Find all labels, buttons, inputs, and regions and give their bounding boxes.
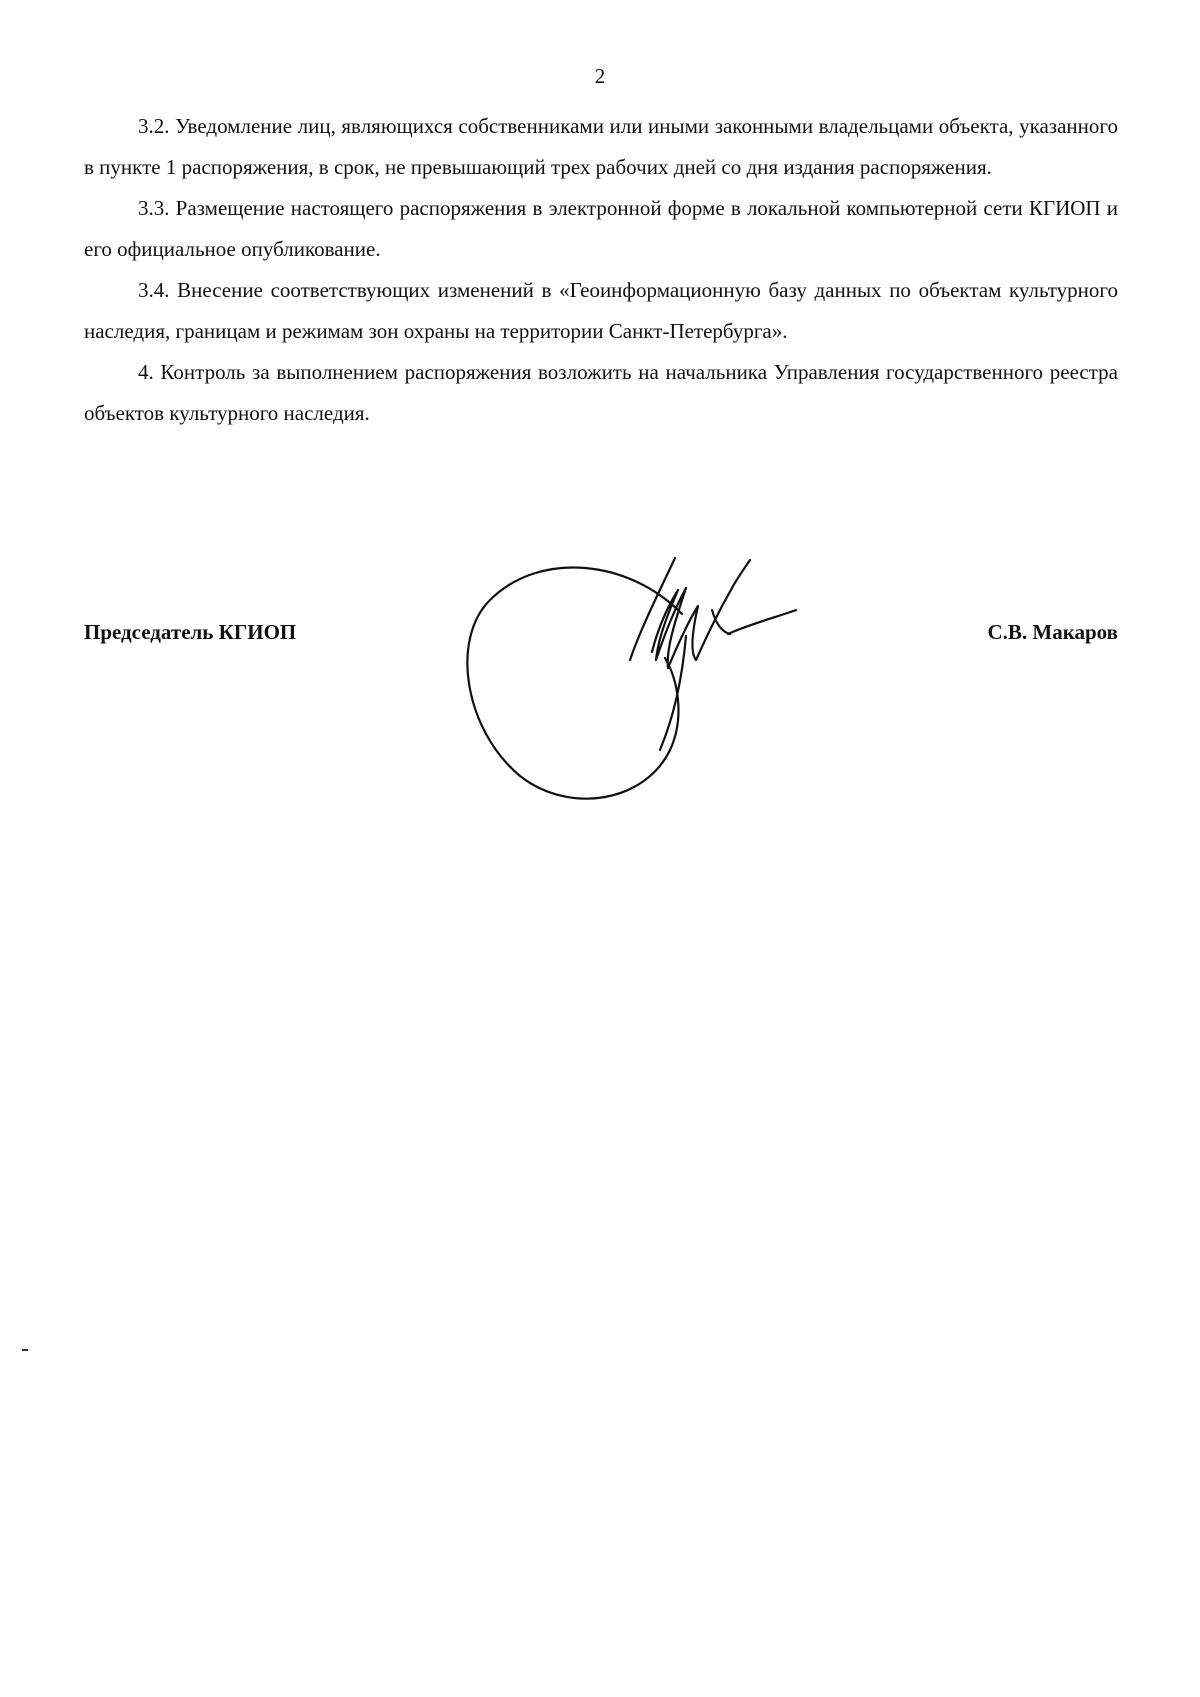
signatory-role: Председатель КГИОП: [84, 620, 297, 644]
paragraph-3-4: 3.4. Внесение соответствующих изменений в «Геоинформационную базу данных по объектам культурного наследия, границам и режимам зон охраны на территории Санкт-Петербурга».: [84, 278, 1118, 343]
paragraph-3-2: 3.2. Уведомление лиц, являющихся собственниками или иными законными владельцами объекта, указанного в пункте 1 распоряжения, в срок, не превышающий трех рабочих дней со дня издания распоряжения.: [84, 114, 1118, 179]
paragraph-4: 4. Контроль за выполнением распоряжения возложить на начальника Управления государственного реестра объектов культурного наследия.: [84, 360, 1118, 425]
signature-loop-stroke: [467, 567, 682, 798]
page-number: 2: [594, 64, 606, 88]
paragraph-3-3: 3.3. Размещение настоящего распоряжения в электронной форме в локальной компьютерной сети КГИОП и его официальное опубликование.: [84, 196, 1118, 261]
signature-tail-stroke: [660, 636, 686, 750]
scan-artifact-mark: [22, 1349, 28, 1351]
document-body: [84, 106, 1118, 434]
signatory-name: С.В. Макаров: [987, 620, 1118, 644]
handwritten-signature: [460, 540, 880, 820]
signature-flourish-stroke: [728, 610, 796, 634]
